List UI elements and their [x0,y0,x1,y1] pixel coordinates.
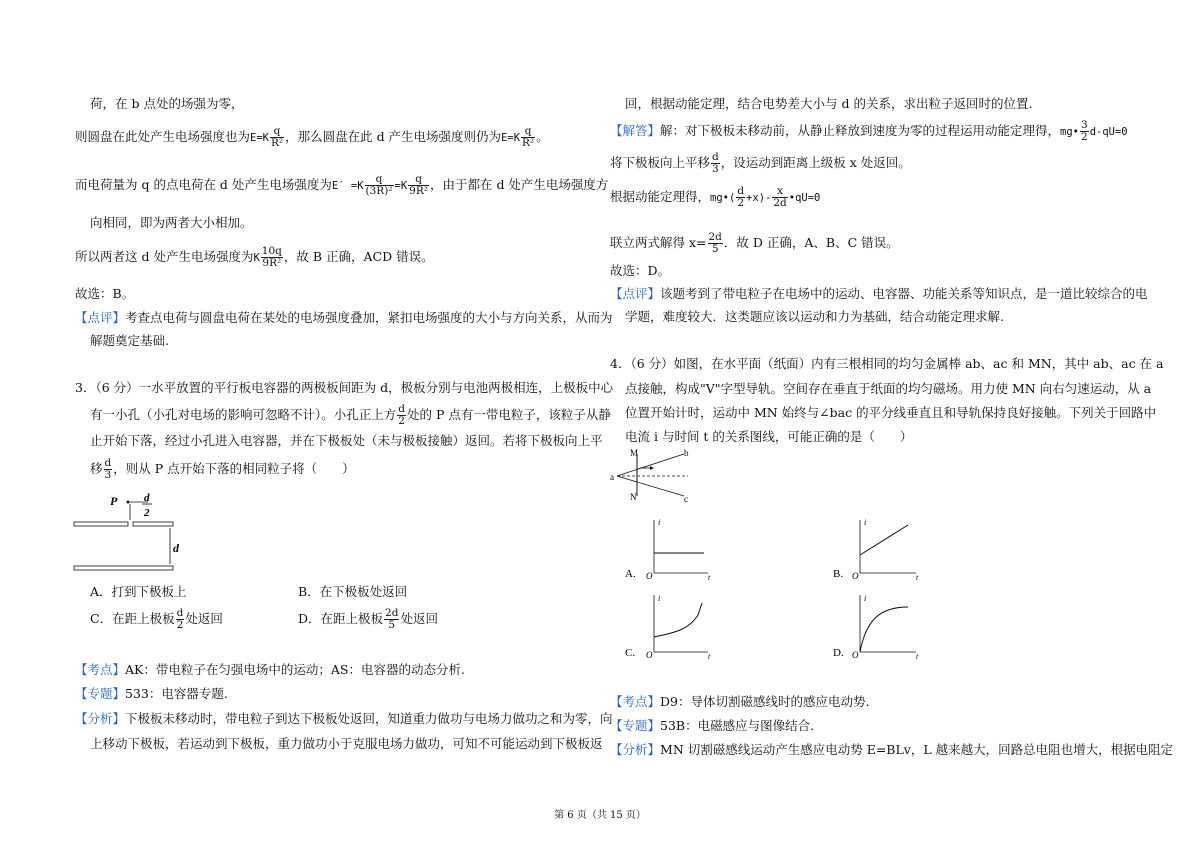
graph-a [625,518,711,582]
upper-plate-right [133,522,173,526]
arrow-head [650,466,654,470]
tag-zhuanti: 【专题】 [610,719,661,733]
fraction [270,126,284,149]
r-line2 [610,120,1128,143]
text: 处的 P 点有一带电粒子，该粒子从静 [407,407,611,422]
numerator: 2d [385,607,399,619]
numerator: q [365,174,394,186]
denominator: 5 [711,243,719,255]
fraction [176,608,185,631]
text: 而电荷量为 q 的点电荷在 d 处产生电场强度为 [75,177,332,192]
numerator: d [104,457,112,469]
formula: d-qU=0 [1089,126,1128,138]
fraction [365,174,394,197]
q3-line4 [90,458,355,481]
numerator: d [712,151,719,163]
fenxi-3 [75,711,613,727]
denominator: 5 [388,619,396,631]
i-label: i [864,594,867,603]
q4-line3: 位置开始计时，运动中 MN 始终与∠bac 的平分线垂直且和导轨保持良好接触。下列关于回路中 [625,405,1157,420]
graph-label: D. [833,647,844,659]
line-l6: 故选：B。 [75,286,135,301]
text: 所以两者这 d 处产生电场强度为 [75,249,254,264]
origin-label: O [852,571,859,581]
r-line3 [610,152,911,175]
fenxi-4 [610,742,1173,758]
t-label: t [916,573,919,582]
kaodian-3 [75,662,465,678]
denominator: 9R² [262,257,282,269]
fraction [772,186,787,209]
origin-label: O [646,571,653,581]
fraction [711,152,720,175]
fraction [104,458,113,481]
rail-ac [617,476,684,496]
text: 。 [536,129,549,144]
formula: E=K [250,132,269,144]
tag-dianping: 【点评】 [610,287,661,301]
formula: mg• [1060,126,1079,138]
line-l4: 向相同，即为两者大小相加。 [90,215,253,230]
graph-label: A. [625,568,636,580]
i-label: i [658,594,661,603]
label-c: c [684,494,688,504]
text: AK：带电粒子在匀强电场中的运动；AS：电容器的动态分析. [125,662,465,677]
denominator: R² [522,137,535,149]
text: 该题考到了带电粒子在电场中的运动、电容器、功能关系等知识点，是一道比较综合的电 [660,286,1148,301]
tag-zhuanti: 【专题】 [75,687,126,701]
option-b: B．在下极板处返回 [298,584,408,599]
d-label: d [173,541,179,555]
text: ，故 B 正确，ACD 错误。 [283,249,434,264]
denominator: 2 [1081,131,1088,143]
fraction [1080,120,1089,143]
numerator: q [521,126,535,138]
label-a: a [610,472,614,482]
graph-d [833,594,919,661]
graph-b [833,518,919,582]
t-label: t [708,652,711,661]
origin-label: O [646,650,653,660]
text: 处返回 [400,611,438,626]
fraction [736,186,745,209]
denominator: (3R)² [365,185,393,197]
r-line1: 回，根据动能定理，结合电势差大小与 d 的关系，求出粒子返回时的位置. [625,96,1033,111]
numerator: d [176,607,184,619]
curve [860,525,908,555]
zhuanti-4 [610,718,814,734]
q3-line2 [90,404,611,427]
q3-line3: 止开始下落，经过小孔进入电容器，并在下极板处（未与极板接触）返回。若将下极板向上平 [90,433,603,448]
fraction [261,246,283,269]
text: 下极板未移动时，带电粒子到达下极板处返回，知道重力做功与电场力做功之和为零，向 [125,711,613,726]
text: 将下极板向上平移 [610,155,711,170]
text: 移 [90,461,103,476]
numerator: q [408,174,429,186]
denominator: 2 [398,415,405,427]
fraction [384,608,399,631]
line-l3 [75,174,608,197]
q3-line1: 3．（6 分）一水平放置的平行板电容器的两极板间距为 d，极板分别与电池两极相连，上极板中心 [75,380,614,395]
line-l1: 荷，在 b 点处的场强为零， [90,96,244,111]
curve [654,603,702,637]
curve [860,607,908,652]
label-m: M [630,448,639,458]
point-p [127,501,130,504]
text: ．故 D 正确，A、B、C 错误。 [723,235,899,250]
text: 53B：电磁感应与图像结合. [660,718,815,733]
fraction [397,404,406,427]
graph-label: B. [833,568,844,580]
line-l7 [75,310,613,326]
fenxi-3-line2: 上移动下极板，若运动到下极板，重力做功小于克服电场力做功，可知不可能运动到下极板返 [90,736,603,751]
text: 则圆盘在此处产生电场强度也为 [75,129,251,144]
numerator: x [772,186,787,198]
text: ，设运动到距离上级板 x 处返回。 [720,155,911,170]
text: MN 切割磁感线运动产生感应电动势 E=BLv，L 越来越大，回路总电阻也增大，根据电阻定 [660,742,1174,757]
half-d-label: d [144,492,150,504]
formula: E′ =K [331,180,364,192]
option-c [90,608,223,631]
tag-jieda: 【解答】 [610,124,661,138]
text: C．在距上极板 [90,611,175,626]
line-l5 [75,246,434,269]
q4-line2: 点接触，构成"V"字型导轨。空间存在垂直于纸面的均匀磁场。用力使 MN 向右匀速运动，从 a [625,381,1152,396]
formula: =K [394,180,408,192]
denominator: 3 [712,163,719,175]
q4-line1: 4．（6 分）如图，在水平面（纸面）内有三根相同的均匀金属棒 ab、ac 和 MN，其中 ab、ac 在 a [610,356,1164,371]
graph-label: C. [625,647,636,659]
inner-frac: d [780,197,787,209]
upper-plate-left [74,522,128,526]
i-label: i [658,518,661,527]
numerator: 2d [708,231,722,243]
numerator: d [737,185,745,197]
graph-c [625,594,711,661]
r-line6: 故选：D。 [610,263,671,278]
r-line8: 学题，难度较大．这类题应该以运动和力为基础，结合动能定理求解. [625,309,1004,324]
capacitor-figure [70,490,190,580]
formula: +x)- [746,192,772,204]
text: D．在距上极板 [298,611,384,626]
r-line4 [610,186,820,209]
lower-plate [74,566,173,570]
text: 考查点电荷与圆盘电荷在某处的电场强度叠加，紧扣电场强度的大小与方向关系，从而为 [125,310,613,325]
text: ，那么圆盘在此 d 产生电场强度则仍为 [285,129,502,144]
denominator: R² [270,137,284,149]
i-label: i [864,518,867,527]
v-rail-figure [610,446,700,506]
numerator: 3 [1081,119,1088,131]
line-l2 [75,126,549,149]
text: 根据动能定理得， [610,189,711,204]
option-a: A．打到下极板上 [90,584,187,599]
formula: E=K [501,132,521,144]
rail-ab [617,454,684,476]
tag-dianping: 【点评】 [75,311,126,325]
r-line7 [610,286,1148,302]
text: ，由于都在 d 处产生电场强度方 [429,177,609,192]
t-label: t [708,573,711,582]
text: 533：电容器专题. [125,686,228,701]
denominator: 3 [104,469,112,481]
tag-fenxi: 【分析】 [75,712,126,726]
q4-line4: 电流 i 与时间 t 的关系图线，可能正确的是（ ） [625,429,913,444]
formula: mg•( [710,192,736,204]
line-l8: 解题奠定基础. [90,333,169,348]
r-line5 [610,232,899,255]
tag-kaodian: 【考点】 [610,695,661,709]
fraction [408,174,429,197]
fraction [521,126,535,149]
fraction [708,232,723,255]
page-footer: 第 6 页（共 15 页） [554,810,646,821]
text: 处返回 [185,611,223,626]
kaodian-4 [610,694,869,710]
formula: K [253,252,260,264]
tag-kaodian: 【考点】 [75,663,126,677]
half-d-label: 2 [144,507,150,519]
text: 解：对下极板未移动前，从静止释放到速度为零的过程运用动能定理得， [660,123,1061,138]
inner-frac: 2 [773,197,781,209]
formula: •qU=0 [788,192,821,204]
zhuanti-3 [75,686,228,702]
denominator: 9R² [409,185,428,197]
label-n: N [630,492,637,502]
option-d [298,608,438,631]
text: D9：导体切割磁感线时的感应电动势. [660,694,870,709]
numerator: q [270,126,284,138]
denominator: 2 [176,619,184,631]
text: 联立两式解得 x= [610,235,707,250]
t-label: t [916,652,919,661]
label-b: b [684,448,689,458]
denominator [772,198,787,209]
origin-label: O [852,650,859,660]
denominator: 2 [737,197,745,209]
numerator: 10q [261,245,282,257]
label-p: P [110,494,118,508]
graphs-panel [622,515,932,665]
text: ，则从 P 点开始下落的相同粒子将（ ） [113,461,355,476]
numerator: d [398,403,405,415]
text: 有一小孔（小孔对电场的影响可忽略不计）。小孔正上方 [90,407,397,422]
tag-fenxi: 【分析】 [610,743,661,757]
